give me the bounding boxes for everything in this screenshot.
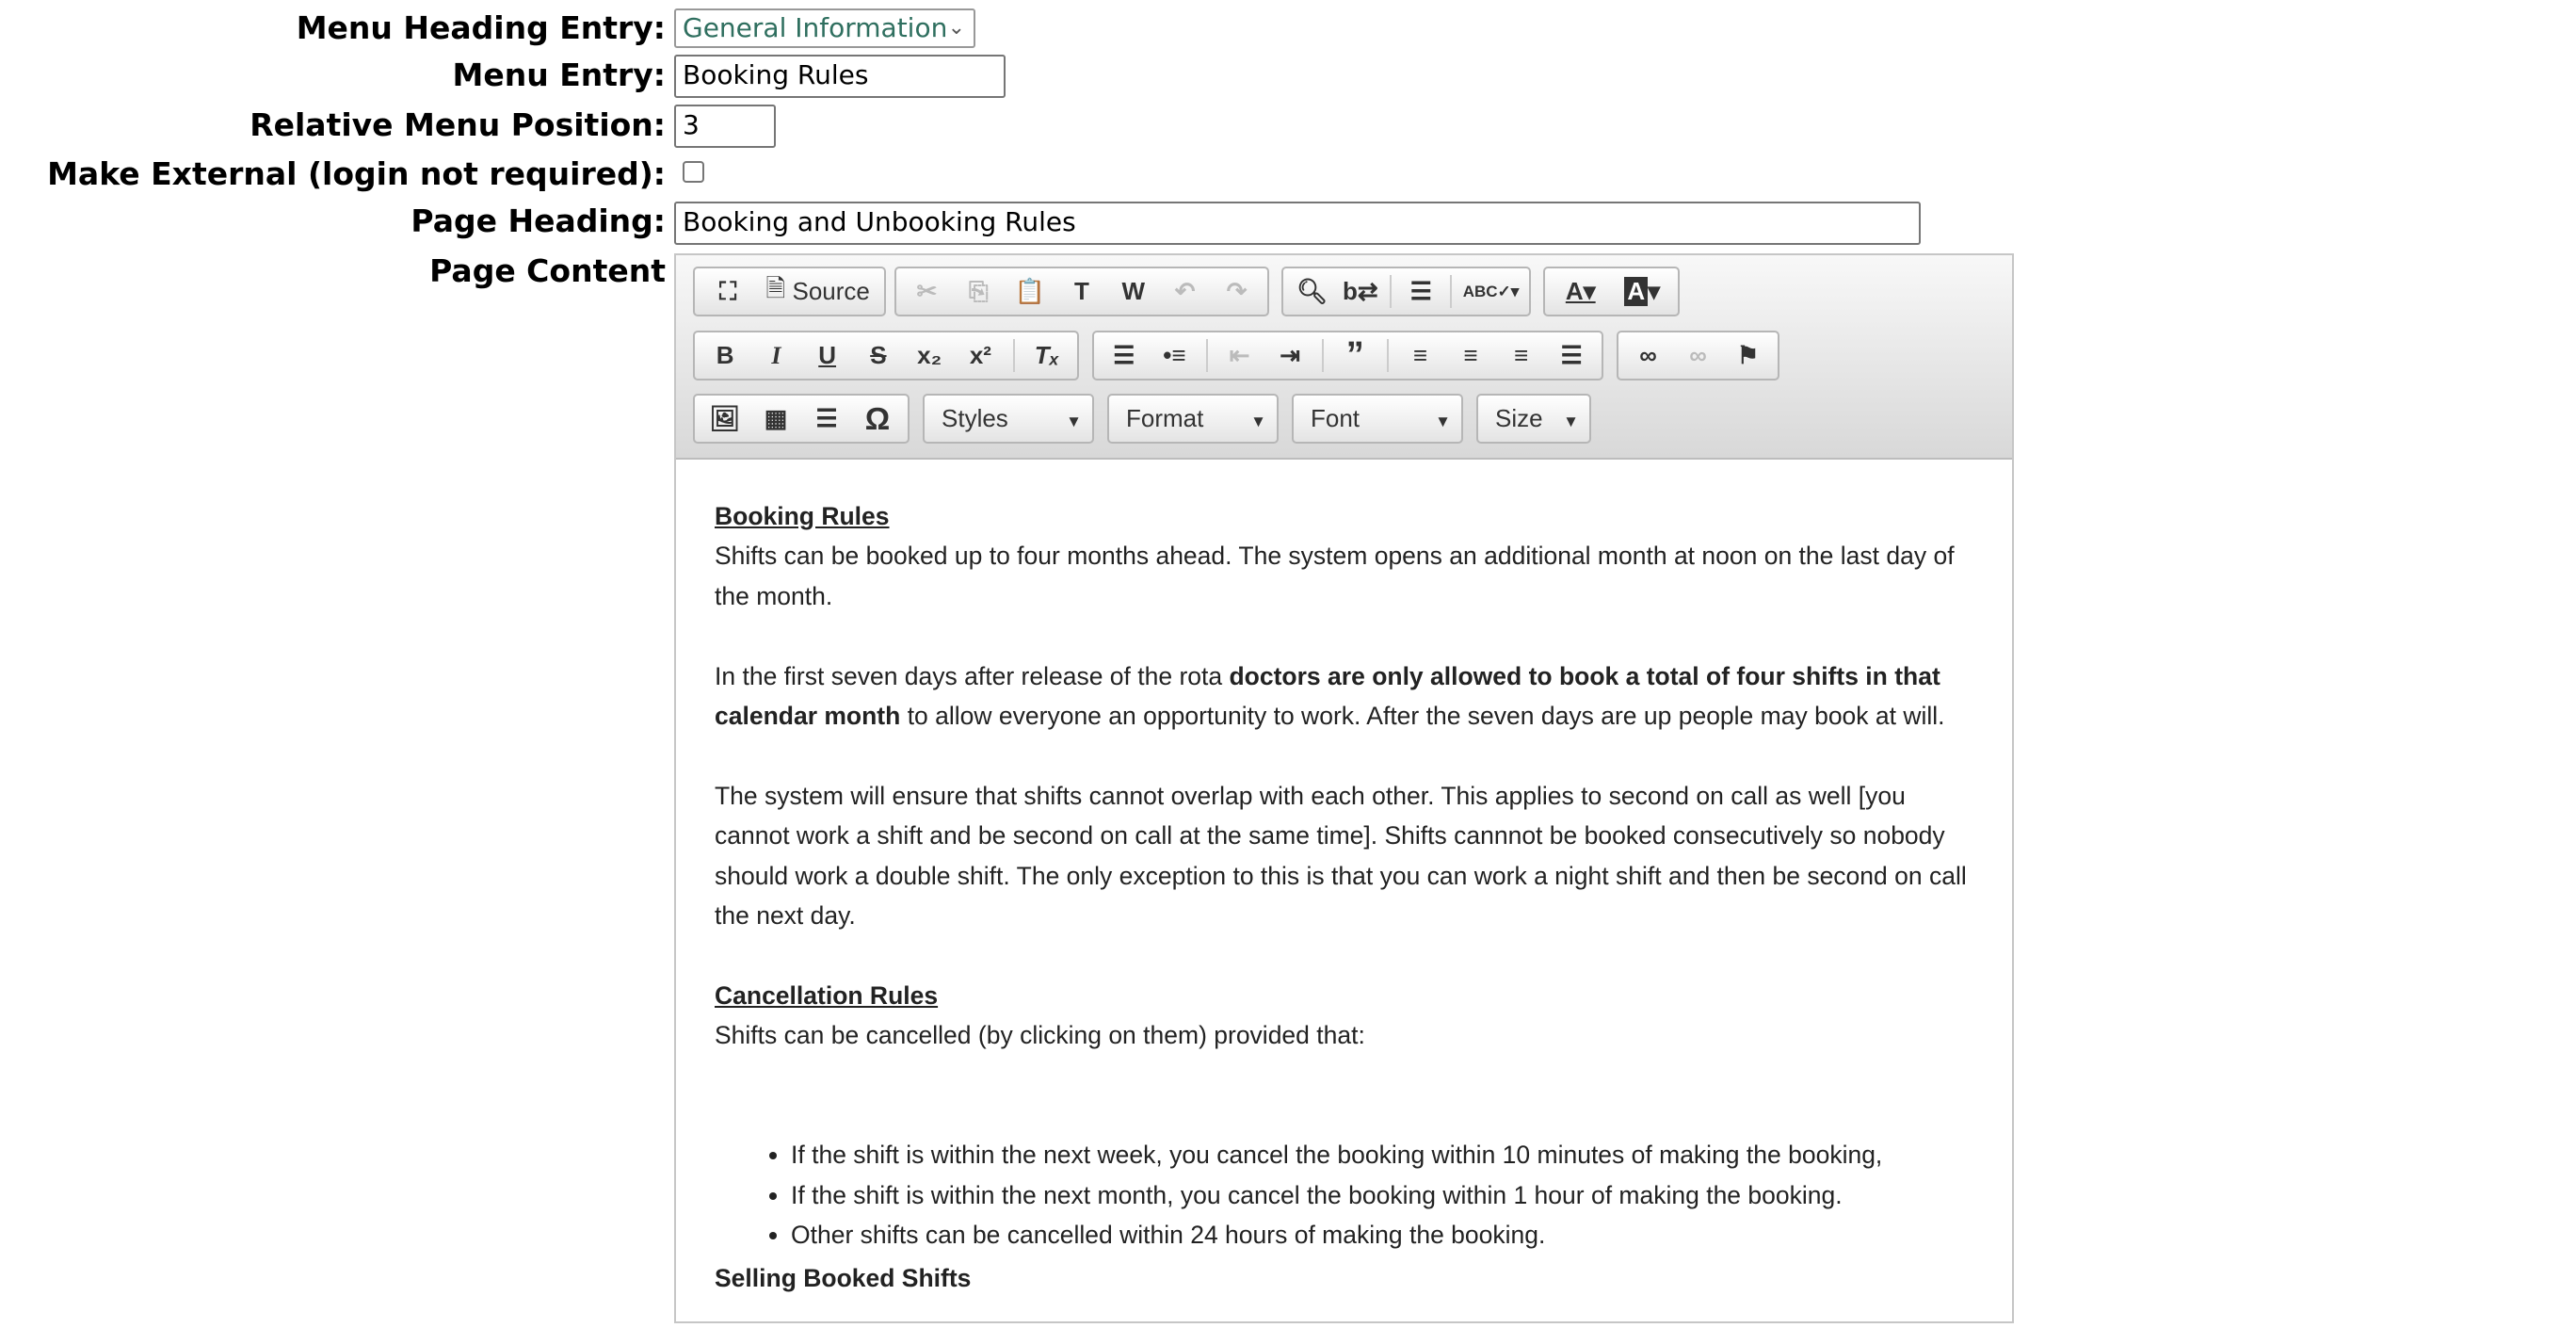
background-color-icon[interactable]: A ▾ (1623, 270, 1661, 314)
numbered-list-icon[interactable]: ☰ (1113, 341, 1135, 369)
select-all-icon[interactable]: ☰ (1409, 277, 1432, 305)
size-dropdown[interactable] (1476, 394, 1591, 444)
paragraph (715, 656, 1973, 737)
selected-value: General Information (683, 12, 948, 43)
list-item: • If the shift is within the next month, you cancel the booking within 1 hour of making the booking. (791, 1175, 1973, 1215)
underline-icon[interactable]: U (818, 341, 837, 369)
paste-icon[interactable]: 📋 (1014, 277, 1046, 305)
special-char-omega-icon[interactable]: Ω (864, 400, 891, 436)
list-item: • If the shift is within the next week, you cancel the booking within 10 minutes of making the booking, (791, 1135, 1973, 1174)
maximize-icon[interactable]: ⛶ (719, 276, 737, 305)
heading-booking-rules: Booking Rules (715, 502, 890, 530)
format-dropdown[interactable] (1107, 394, 1279, 444)
styles-label: Styles (942, 404, 1008, 432)
styles-dropdown[interactable] (923, 394, 1094, 444)
format-label: Format (1126, 404, 1204, 432)
text-color-icon[interactable]: A▾ (1565, 277, 1596, 305)
italic-icon[interactable]: I (771, 341, 781, 369)
external-checkbox[interactable] (683, 161, 704, 183)
spellcheck-icon[interactable]: ABC✓▾ (1462, 282, 1520, 300)
position-input[interactable]: 3 (674, 105, 776, 148)
cancellation-list (715, 1135, 1973, 1255)
page-content-label: Page Content (429, 252, 666, 289)
menu-heading-select[interactable] (674, 8, 975, 48)
anchor-flag-icon[interactable]: ⚑ (1736, 341, 1760, 369)
editor-toolbar (676, 255, 2012, 460)
heading-cancellation-rules: Cancellation Rules (715, 980, 939, 1010)
caret-down-icon: ▼ (1066, 413, 1082, 430)
align-right-icon[interactable]: ≡ (1513, 341, 1529, 369)
strikethrough-icon[interactable]: S (870, 341, 887, 369)
align-left-icon[interactable]: ≡ (1412, 341, 1427, 369)
paragraph: Shifts can be booked up to four months ahead. The system opens an additional month at noon on the last day of the month. (715, 542, 1955, 610)
blockquote-icon[interactable]: ” (1345, 335, 1364, 375)
outdent-icon[interactable]: ⇤ (1229, 341, 1250, 369)
caret-down-icon: ▼ (1563, 413, 1579, 430)
redo-icon[interactable]: ↷ (1226, 277, 1248, 305)
page-heading-input[interactable]: Booking and Unbooking Rules (674, 202, 1921, 245)
align-center-icon[interactable]: ≡ (1463, 341, 1478, 369)
horizontal-line-icon[interactable]: ☰ (815, 404, 838, 432)
font-dropdown[interactable] (1292, 394, 1463, 444)
position-label: Relative Menu Position: (250, 106, 666, 143)
caret-down-icon: ▼ (1435, 413, 1451, 430)
size-label: Size (1495, 404, 1543, 432)
table-icon[interactable]: ▦ (764, 404, 788, 432)
heading-selling-booked-shifts: Selling Booked Shifts (715, 1263, 972, 1292)
cut-icon[interactable]: ✂ (916, 277, 938, 305)
menu-entry-label: Menu Entry: (452, 57, 666, 93)
source-button[interactable]: 🗎 Source (765, 273, 870, 305)
paste-text-icon[interactable]: T (1074, 277, 1089, 305)
remove-format-icon[interactable]: Tₓ (1034, 341, 1059, 369)
superscript-icon[interactable]: x² (969, 341, 991, 369)
unlink-icon[interactable]: ∞ (1689, 341, 1707, 369)
paragraph: The system will ensure that shifts cannot overlap with each other. This applies to second on call as well [you cannot work a shift and be second on call at the same time]. Shifts cannnot be booked consecutively so nobody should work a double shift. The only exception to this is that you can work a night shift and then be second on call the next day. (715, 781, 1967, 931)
justify-icon[interactable]: ☰ (1560, 341, 1583, 369)
menu-entry-input[interactable]: Booking Rules (674, 55, 1006, 98)
bold-text: doctors are only allowed to book a total of four shifts in that calendar month (715, 661, 1940, 731)
image-icon[interactable]: 🖼︎ (709, 404, 741, 432)
subscript-icon[interactable]: x₂ (917, 341, 942, 369)
editor-content[interactable] (676, 460, 2012, 1293)
find-icon[interactable]: 🔍︎ (1296, 277, 1328, 305)
caret-down-icon: ▼ (1250, 413, 1266, 430)
text: In the first seven days after release of the rota (715, 661, 1230, 690)
rich-text-editor (674, 253, 2014, 1323)
indent-icon[interactable]: ⇥ (1280, 341, 1300, 369)
bulleted-list-icon[interactable]: •≡ (1163, 341, 1186, 369)
list-item: • Other shifts can be cancelled within 24 hours of making the booking. (791, 1215, 1973, 1255)
chevron-down-icon: ⌄ (947, 16, 965, 40)
copy-icon[interactable]: ⎘ (968, 276, 989, 305)
text: to allow everyone an opportunity to work. After the seven days are up people may book at will. (900, 702, 1945, 731)
menu-heading-label: Menu Heading Entry: (296, 9, 666, 46)
paragraph: Shifts can be cancelled (by clicking on them) provided that: (715, 1021, 1365, 1050)
undo-icon[interactable]: ↶ (1174, 277, 1196, 305)
external-label: Make External (login not required): (47, 155, 666, 192)
font-label: Font (1311, 404, 1360, 432)
link-icon[interactable]: ∞ (1639, 341, 1657, 369)
source-label: Source (792, 277, 870, 305)
paste-word-icon[interactable]: W (1121, 277, 1146, 305)
replace-icon[interactable]: b⇄ (1342, 277, 1378, 305)
page-heading-label: Page Heading: (411, 202, 666, 239)
bold-icon[interactable]: B (716, 341, 734, 369)
